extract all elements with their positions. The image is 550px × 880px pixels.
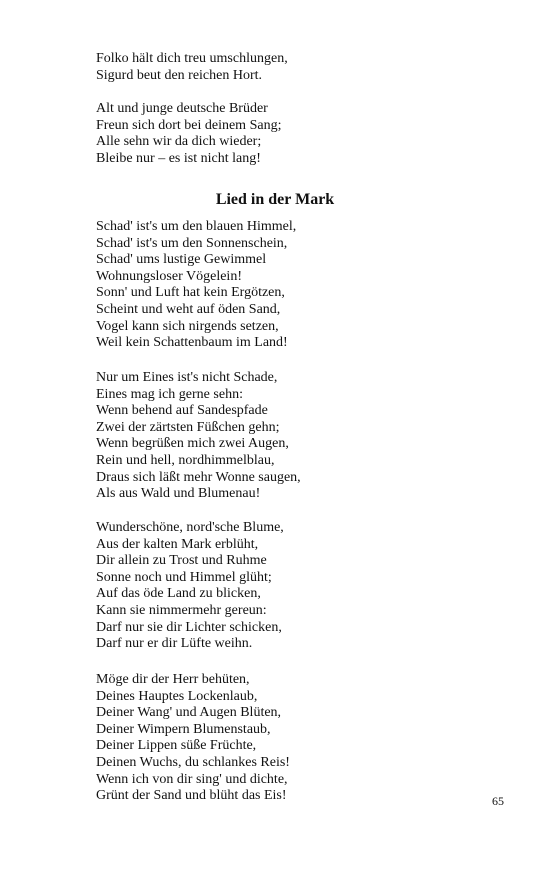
verse-line: Möge dir der Herr behüten, — [96, 672, 250, 687]
verse-line: Deiner Wimpern Blumenstaub, — [96, 721, 271, 737]
verse-line: Draus sich läßt mehr Wonne saugen, — [96, 469, 301, 485]
poem-title: Lied in der Mark — [215, 191, 335, 208]
verse-line: Sigurd beut den reichen Hort. — [96, 67, 263, 83]
stanza — [96, 672, 476, 805]
verse-line: Bleibe nur – es ist nicht lang! — [96, 150, 261, 166]
verse-line: Aus der kalten Mark erblüht, — [96, 536, 259, 552]
verse-line: Wenn behend auf Sandespfade — [96, 403, 268, 419]
verse-line: Schad' ist's um den blauen Himmel, — [96, 219, 297, 234]
verse-line: Vogel kann sich nirgends setzen, — [96, 318, 279, 334]
verse-line: Nur um Eines ist's nicht Schade, — [96, 370, 278, 385]
page-number: 65 — [492, 794, 504, 808]
verse-line: Eines mag ich gerne sehn: — [96, 386, 243, 402]
verse-line: Darf nur er dir Lüfte weihn. — [96, 636, 253, 652]
verse-line: Wenn ich von dir sing' und dichte, — [96, 771, 288, 787]
verse-line: Scheint und weht auf öden Sand, — [96, 301, 281, 317]
verse-line: Als aus Wald und Blumenau! — [96, 486, 261, 502]
verse-line: Zwei der zärtsten Füßchen gehn; — [96, 419, 280, 435]
verse-line: Deiner Wang' und Augen Blüten, — [96, 705, 282, 721]
stanza — [96, 520, 476, 653]
verse-line: Dir allein zu Trost und Ruhme — [96, 553, 267, 569]
stanza — [96, 219, 476, 352]
verse-line: Weil kein Schattenbaum im Land! — [96, 335, 288, 351]
verse-line: Deines Hauptes Lockenlaub, — [96, 688, 258, 704]
verse-line: Auf das öde Land zu blicken, — [96, 586, 261, 602]
verse-line: Deinen Wuchs, du schlankes Reis! — [96, 754, 290, 770]
verse-line: Schad' ist's um den Sonnenschein, — [96, 235, 288, 251]
verse-line: Schad' ums lustige Gewimmel — [96, 252, 267, 268]
verse-line: Wunderschöne, nord'sche Blume, — [96, 520, 284, 535]
verse-line: Wenn begrüßen mich zwei Augen, — [96, 436, 289, 452]
verse-line: Kann sie nimmermehr gereun: — [96, 602, 267, 618]
verse-line: Alt und junge deutsche Brüder — [96, 101, 268, 116]
stanza — [96, 101, 476, 167]
verse-line: Folko hält dich treu umschlungen, — [96, 51, 288, 66]
verse-line: Grünt der Sand und blüht das Eis! — [96, 788, 287, 804]
verse-line: Sonne noch und Himmel glüht; — [96, 569, 272, 585]
verse-line: Sonn' und Luft hat kein Ergötzen, — [96, 285, 285, 301]
verse-line: Darf nur sie dir Lichter schicken, — [96, 619, 282, 635]
verse-line: Freun sich dort bei deinem Sang; — [96, 117, 282, 133]
verse-line: Wohnungsloser Vögelein! — [96, 268, 242, 284]
verse-line: Alle sehn wir da dich wieder; — [96, 134, 262, 150]
stanza — [96, 51, 476, 84]
verse-line: Rein und hell, nordhimmelblau, — [96, 452, 275, 468]
verse-line: Deiner Lippen süße Früchte, — [96, 738, 257, 754]
stanza — [96, 370, 476, 503]
